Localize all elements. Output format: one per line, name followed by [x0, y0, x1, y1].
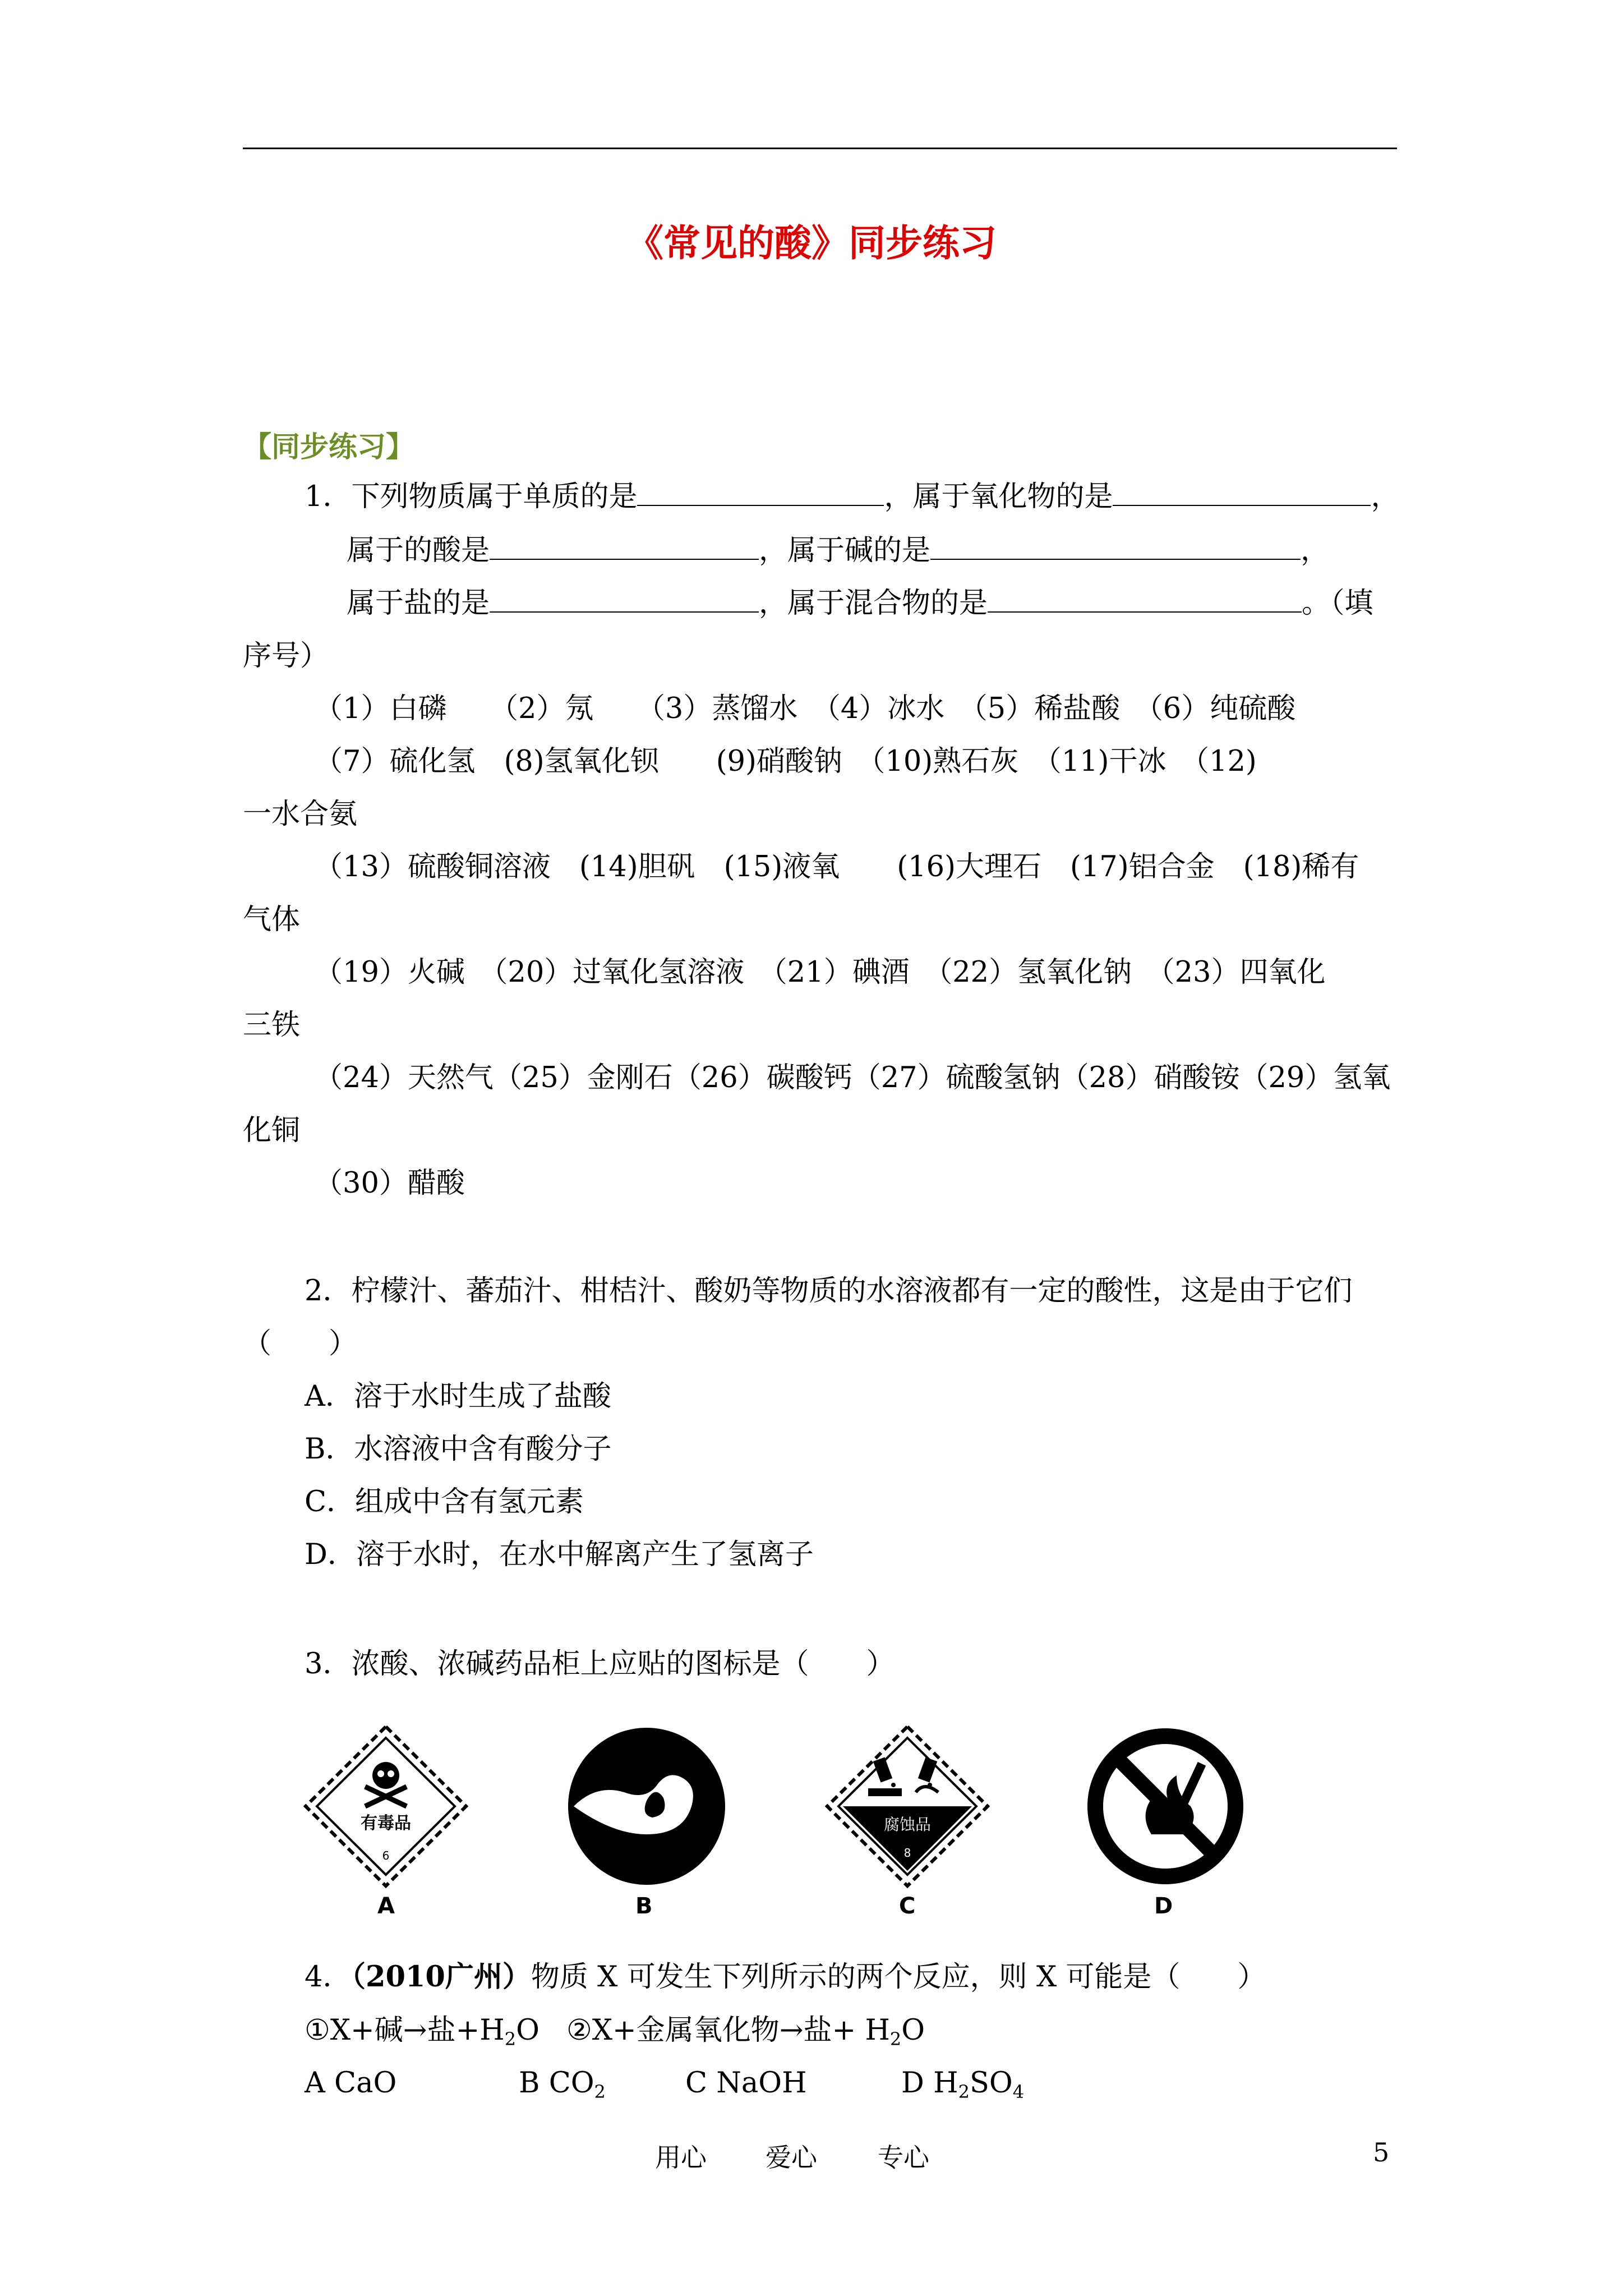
q2-stem: 2．柠檬汁、蕃茄汁、柑桔汁、酸奶等物质的水溶液都有一定的酸性，这是由于它们	[305, 1274, 1353, 1308]
q1-line2	[347, 533, 1329, 569]
q1-blank-element[interactable]	[637, 479, 884, 506]
q2-option-a[interactable]: A．溶于水时生成了盐酸	[305, 1380, 611, 1413]
q1-line1-text-a: 1．下列物质属于单质的是	[305, 480, 638, 513]
header-rule	[243, 148, 1397, 149]
q1-items-row: （7）硫化氢 (8)氢氧化钡 (9)硝酸钠 （10)熟石灰 （11)干冰 （12)	[314, 745, 1257, 778]
q1-line3	[347, 586, 1373, 622]
corrosive-sign-icon	[820, 1722, 994, 1890]
q4-option-d-sub2: 4	[1012, 2081, 1025, 2102]
q4-stem-line	[305, 1959, 1266, 1995]
q1-line2-text-b: ，属于碱的是	[759, 534, 931, 567]
q1-items-row: （1）白磷 （2）氖 （3）蒸馏水 （4）冰水 （5）稀盐酸 （6）纯硫酸	[314, 692, 1296, 725]
icon-c-class: 8	[903, 1846, 911, 1860]
q1-line2-text-a: 属于的酸是	[347, 534, 490, 567]
section-heading: 【同步练习】	[243, 430, 415, 464]
q1-blank-acid[interactable]	[490, 533, 759, 560]
page-title: 《常见的酸》同步练习	[626, 221, 997, 265]
icon-option-c[interactable]	[820, 1722, 994, 1930]
hazard-icons-figure	[299, 1722, 1241, 1930]
q1-items-row: （24）天然气（25）金刚石（26）碳酸钙（27）硫酸氢钠（28）硝酸铵（29）氢氧	[314, 1061, 1391, 1094]
q1-blank-salt[interactable]	[490, 586, 759, 613]
q1-line3-text-b: ，属于混合物的是	[759, 587, 988, 620]
no-fire-sign-icon	[1081, 1722, 1249, 1890]
q4-option-d-text-b: SO	[969, 2067, 1013, 2100]
q1-items-row: （13）硫酸铜溶液 (14)胆矾 (15)液氧 (16)大理石 (17)铝合金 (18)稀有	[314, 850, 1359, 884]
q1-blank-base[interactable]	[930, 533, 1301, 560]
q1-line4: 序号）	[243, 639, 329, 673]
q1-blank-mixture[interactable]	[988, 586, 1302, 613]
footer-text-2: 爱心	[766, 2142, 817, 2173]
q4-option-d[interactable]	[901, 2065, 1024, 2101]
q4-number: 4．	[305, 1961, 352, 1994]
q4-reaction-1-a: ①X+碱→盐+H	[305, 2014, 505, 2047]
q1-line3-text-c: 。（填	[1302, 587, 1373, 620]
q3-stem: 3．浓酸、浓碱药品柜上应贴的图标是（ ）	[305, 1648, 895, 1681]
q4-option-d-text-a: D H	[901, 2067, 958, 2100]
q4-reaction-2	[566, 2013, 925, 2049]
q1-items-row: 化铜	[243, 1114, 301, 1147]
q4-reaction-1	[305, 2013, 540, 2049]
icon-a-class: 6	[382, 1849, 390, 1862]
page-number: 5	[1373, 2137, 1390, 2168]
icon-c-caption: 腐蚀品	[883, 1815, 932, 1834]
q4-option-b-sub: 2	[594, 2081, 606, 2102]
q2-option-b[interactable]: B．水溶液中含有酸分子	[305, 1433, 612, 1466]
q4-option-b[interactable]	[519, 2065, 606, 2101]
icon-label-d: D	[1154, 1893, 1173, 1919]
icon-option-a[interactable]	[299, 1722, 473, 1930]
q2-option-c[interactable]: C．组成中含有氢元素	[305, 1485, 584, 1519]
icon-label-a: A	[377, 1893, 395, 1919]
footer-text-3: 专心	[878, 2142, 929, 2173]
q2-option-d[interactable]: D．溶于水时，在水中解离产生了氢离子	[305, 1538, 814, 1571]
q1-items-row: （19）火碱 （20）过氧化氢溶液 （21）碘酒 （22）氢氧化钠 （23）四氧化	[314, 956, 1326, 989]
q4-reaction-2-b: O	[901, 2014, 925, 2047]
q4-option-a[interactable]: A CaO	[305, 2067, 397, 2100]
q4-source: （2010广州）	[351, 1960, 531, 1994]
q1-blank-oxide[interactable]	[1113, 479, 1371, 506]
q4-stem: 物质 X 可发生下列所示的两个反应，则 X 可能是（ ）	[531, 1961, 1266, 1994]
q4-reaction-2-sub: 2	[889, 2028, 902, 2050]
icon-label-b: B	[635, 1893, 653, 1919]
q1-items-row: 三铁	[243, 1009, 301, 1042]
water-hazard-icon	[562, 1722, 731, 1890]
q2-answer-paren[interactable]: （ ）	[243, 1327, 358, 1360]
q1-line1-text-c: ，	[1371, 480, 1400, 513]
icon-option-b[interactable]	[562, 1722, 731, 1930]
q1-line3-text-a: 属于盐的是	[347, 587, 490, 620]
q1-items-row: （30）醋酸	[314, 1167, 465, 1200]
toxic-sign-icon	[299, 1722, 473, 1890]
icon-a-caption: 有毒品	[361, 1814, 411, 1833]
q1-line1	[305, 479, 1399, 515]
q1-line1-text-b: ，属于氧化物的是	[884, 480, 1113, 513]
q1-items-row: 气体	[243, 903, 301, 936]
q1-items-row: 一水合氨	[243, 798, 358, 831]
q4-option-d-sub1: 2	[958, 2081, 970, 2102]
q4-option-c[interactable]: C NaOH	[685, 2067, 807, 2100]
q4-reaction-1-sub: 2	[504, 2028, 517, 2050]
q1-line2-text-c: ，	[1301, 534, 1330, 567]
q4-option-b-text: B CO	[519, 2067, 594, 2100]
icon-label-c: C	[899, 1893, 916, 1919]
q4-reaction-1-b: O	[516, 2014, 540, 2047]
icon-option-d[interactable]	[1081, 1722, 1249, 1930]
footer-text-1: 用心	[655, 2142, 707, 2173]
q4-reaction-2-a: ②X+金属氧化物→盐+ H	[566, 2014, 890, 2047]
